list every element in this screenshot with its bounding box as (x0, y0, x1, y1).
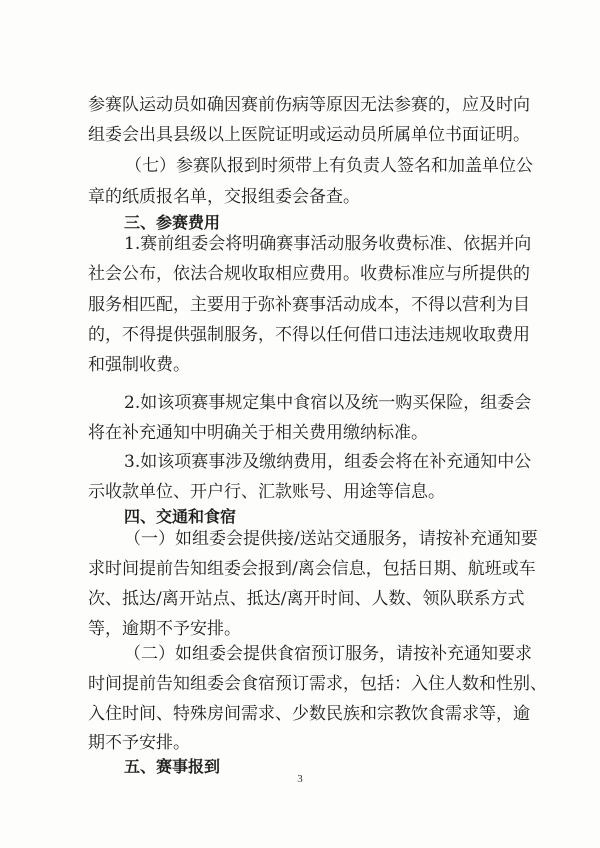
body-text-line: 章的纸质报名单，交报组委会备查。 (88, 187, 360, 207)
body-text-line: 示收款单位、开户行、汇款账号、用途等信息。 (88, 482, 445, 502)
body-text-line: 求时间提前告知组委会报到/离会信息，包括日期、航班或车 (88, 559, 536, 579)
body-text-line: 次、抵达/离开站点、抵达/离开时间、人数、领队联系方式 (88, 589, 525, 609)
body-text-line: 将在补充通知中明确关于相关费用缴纳标准。 (88, 423, 428, 443)
body-text-line: 服务相匹配，主要用于弥补赛事活动成本，不得以营利为目 (88, 295, 530, 315)
section-heading: 四、交通和食宿 (124, 507, 237, 526)
body-text-line: 的，不得提供强制服务，不得以任何借口违法违规收取费用 (88, 325, 530, 345)
body-text-line: 入住时间、特殊房间需求、少数民族和宗教饮食需求等，逾 (88, 704, 530, 724)
body-text-line: 3.如该项赛事涉及缴纳费用，组委会将在补充通知中公 (124, 452, 532, 472)
body-text-line: 参赛队运动员如确因赛前伤病等原因无法参赛的，应及时向 (88, 95, 530, 115)
body-text-line: 社会公布，依法合规收取相应费用。收费标准应与所提供的 (88, 264, 530, 284)
body-text-line: （七）参赛队报到时须带上有负责人签名和加盖单位公 (125, 156, 533, 176)
body-text-line: 期不予安排。 (88, 733, 190, 753)
page-number: 3 (297, 773, 303, 785)
section-heading: 三、参赛费用 (124, 213, 221, 232)
body-text-line: 和强制收费。 (88, 355, 190, 375)
body-text-line: 等，逾期不予安排。 (88, 619, 241, 639)
body-text-line: 组委会出具县级以上医院证明或运动员所属单位书面证明。 (88, 125, 530, 145)
body-text-line: （二）如组委会提供食宿预订服务，请按补充通知要求 (124, 644, 532, 664)
section-heading: 五、赛事报到 (124, 757, 221, 776)
body-text-line: （一）如组委会提供接/送站交通服务，请按补充通知要 (124, 529, 538, 549)
body-text-line: 2.如该项赛事规定集中食宿以及统一购买保险，组委会 (124, 393, 532, 413)
body-text-line: 时间提前告知组委会食宿预订需求，包括：入住人数和性别、 (88, 674, 547, 694)
body-text-line: 1.赛前组委会将明确赛事活动服务收费标准、依据并向 (124, 234, 532, 254)
